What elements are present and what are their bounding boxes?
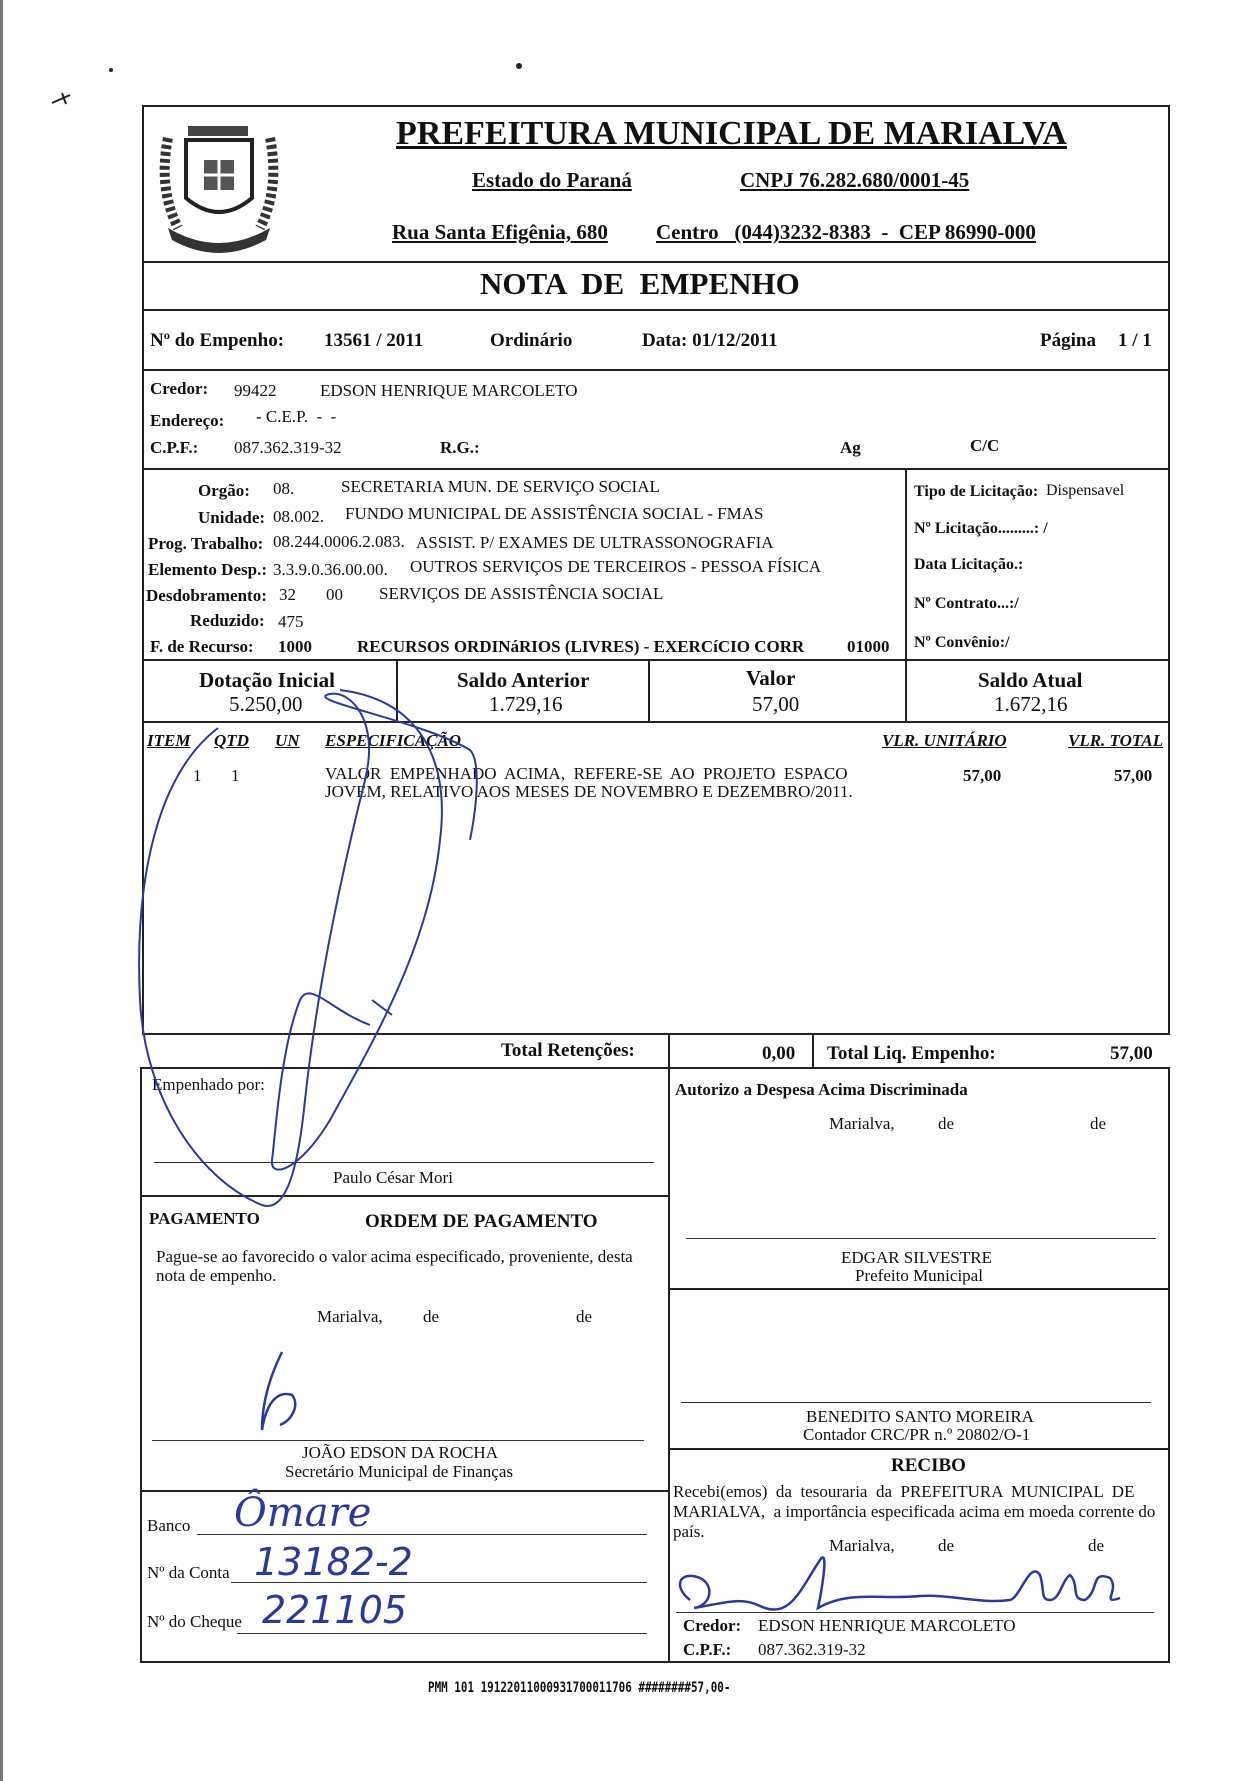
empenho-date: Data: 01/12/2011 (642, 330, 778, 351)
oval-signature-stroke (139, 694, 477, 1206)
conta-handwritten: 13182-2 (254, 1540, 413, 1584)
credor-cep: - C.E.P. - - (256, 407, 337, 426)
address-label: Rua Santa Efigênia, 680 (392, 220, 608, 244)
contador-name: BENEDITO SANTO MOREIRA (806, 1407, 1034, 1426)
dotacao-label: Dotação Inicial (199, 668, 335, 692)
tipo-licitacao-label: Tipo de Licitação: (914, 483, 1039, 500)
elemento-name: OUTROS SERVIÇOS DE TERCEIROS - PESSOA FÍSICA (410, 557, 822, 576)
unidade-code: 08.002. (273, 507, 324, 526)
pagamento-de-1: de (423, 1307, 440, 1326)
ag-label: Ag (840, 438, 861, 457)
col-header-un: UN (275, 731, 300, 750)
autorizo-local: Marialva, (829, 1114, 895, 1133)
total-retencoes-label: Total Retenções: (501, 1040, 635, 1061)
item-especificacao-line-2: JOVEM, RELATIVO AOS MESES DE NOVEMBRO E DEZEMBRO/2011. (325, 782, 853, 801)
desdobramento-name: SERVIÇOS DE ASSISTÊNCIA SOCIAL (379, 584, 664, 603)
total-retencoes-value: 0,00 (762, 1043, 796, 1064)
col-header-item: ITEM (147, 731, 191, 750)
fonte-recurso-label: F. de Recurso: (150, 637, 254, 656)
empenhado-por-label: Empenhado por: (152, 1075, 265, 1094)
saldo-anterior-label: Saldo Anterior (457, 668, 590, 692)
recibo-text-line-3: país. (673, 1522, 705, 1541)
saldo-atual-label: Saldo Atual (978, 668, 1083, 692)
recibo-credor-label: Credor: (683, 1616, 742, 1635)
elemento-code: 3.3.9.0.36.00.00. (273, 560, 388, 579)
saldo-atual-value: 1.672,16 (994, 692, 1068, 716)
cpf-label: C.P.F.: (150, 438, 199, 457)
credor-name: EDSON HENRIQUE MARCOLETO (320, 381, 578, 400)
page-number-label: Página (1040, 330, 1096, 351)
empenhado-por-name: Paulo César Mori (333, 1168, 453, 1187)
state-label: Estado do Paraná (472, 168, 632, 192)
ordem-pagamento-title: ORDEM DE PAGAMENTO (365, 1211, 598, 1232)
dotacao-value: 5.250,00 (229, 692, 303, 716)
autorizo-de-2: de (1090, 1114, 1107, 1133)
fonte-recurso-number: 01000 (847, 637, 890, 656)
conta-label: Nº da Conta (147, 1563, 230, 1582)
cheque-label: Nº do Cheque (147, 1612, 242, 1631)
recibo-signature (680, 1557, 1120, 1609)
item-vlr-total: 57,00 (1114, 766, 1153, 785)
recibo-de-1: de (938, 1536, 955, 1555)
pagamento-label: PAGAMENTO (149, 1209, 260, 1228)
contador-cargo: Contador CRC/PR n.º 20802/O-1 (803, 1425, 1031, 1444)
pagamento-text-line-2: nota de empenho. (156, 1266, 277, 1285)
saldo-anterior-value: 1.729,16 (489, 692, 563, 716)
endereco-label: Endereço: (150, 411, 225, 430)
scan-speck (109, 68, 113, 72)
credor-cpf: 087.362.319-32 (234, 438, 342, 457)
col-header-qtd: QTD (214, 731, 249, 750)
empenho-number: 13561 / 2011 (324, 330, 424, 351)
unidade-label: Unidade: (198, 508, 266, 527)
item-number: 1 (193, 766, 202, 785)
recibo-de-2: de (1088, 1536, 1105, 1555)
recibo-title: RECIBO (891, 1455, 966, 1476)
financas-cargo: Secretário Municipal de Finanças (285, 1462, 514, 1481)
pagamento-local: Marialva, (317, 1307, 383, 1326)
orgao-code: 08. (273, 479, 295, 498)
doc-title: NOTA DE EMPENHO (480, 266, 800, 301)
prefeito-cargo: Prefeito Municipal (855, 1266, 983, 1285)
item-qtd: 1 (231, 766, 240, 785)
autorizo-de-1: de (938, 1114, 955, 1133)
unidade-name: FUNDO MUNICIPAL DE ASSISTÊNCIA SOCIAL - FMAS (345, 504, 764, 523)
pagamento-text-line-1: Pague-se ao favorecido o valor acima especificado, proveniente, desta (156, 1247, 633, 1266)
recibo-cpf-label: C.P.F.: (683, 1640, 732, 1659)
orgao-label: Orgão: (198, 481, 250, 500)
banco-handwritten: Ômare (234, 1490, 372, 1536)
numero-contrato: Nº Contrato...:/ (914, 595, 1019, 612)
footer-code: PMM 101 19122011000931700011706 ########57,00- (428, 1680, 731, 1696)
credor-label: Credor: (150, 379, 209, 398)
valor-value: 57,00 (752, 692, 800, 716)
fonte-recurso-name: RECURSOS ORDINáRIOS (LIVRES) - EXERCíCIO CORR (357, 637, 805, 656)
cc-label: C/C (970, 436, 1000, 455)
numero-licitacao: Nº Licitação.........: / (914, 520, 1048, 537)
reduzido-label: Reduzido: (190, 611, 265, 630)
total-liquido-label: Total Liq. Empenho: (827, 1043, 996, 1064)
pagamento-de-2: de (576, 1307, 593, 1326)
orgao-name: SECRETARIA MUN. DE SERVIÇO SOCIAL (341, 477, 660, 496)
rg-label: R.G.: (440, 438, 480, 457)
recibo-text-line-2: MARIALVA, a importância especificada acima em moeda corrente do (673, 1502, 1156, 1521)
credor-code: 99422 (234, 381, 277, 400)
total-liquido-value: 57,00 (1110, 1043, 1153, 1064)
page-number: 1 / 1 (1118, 330, 1152, 351)
elemento-label: Elemento Desp.: (148, 560, 267, 579)
recibo-cpf: 087.362.319-32 (758, 1640, 866, 1659)
financas-signature (262, 1352, 295, 1430)
autorizo-label: Autorizo a Despesa Acima Discriminada (675, 1080, 968, 1099)
reduzido-value: 475 (278, 612, 304, 631)
page-title: PREFEITURA MUNICIPAL DE MARIALVA (396, 115, 1067, 152)
banco-label: Banco (147, 1516, 191, 1535)
prefeito-name: EDGAR SILVESTRE (841, 1248, 992, 1267)
prog-trabalho-name: ASSIST. P/ EXAMES DE ULTRASSONOGRAFIA (416, 533, 774, 552)
empenho-number-label: Nº do Empenho: (150, 330, 285, 351)
numero-convenio: Nº Convênio:/ (914, 634, 1010, 651)
address-contact-label: Centro (044)3232-8383 - CEP 86990-000 (656, 220, 1036, 244)
tipo-licitacao-value: Dispensavel (1046, 482, 1125, 499)
cnpj-label: CNPJ 76.282.680/0001-45 (740, 168, 970, 192)
recibo-text-line-1: Recebi(emos) da tesouraria da PREFEITURA MUNICIPAL DE (673, 1482, 1135, 1501)
prog-trabalho-label: Prog. Trabalho: (148, 534, 264, 553)
desdobramento-label: Desdobramento: (146, 586, 267, 605)
empenho-type: Ordinário (490, 330, 573, 351)
recibo-credor-name: EDSON HENRIQUE MARCOLETO (758, 1616, 1016, 1635)
col-header-vlr-unitario: VLR. UNITÁRIO (882, 731, 1007, 750)
item-especificacao-line-1: VALOR EMPENHADO ACIMA, REFERE-SE AO PROJETO ESPACO (325, 764, 848, 783)
prog-trabalho-code: 08.244.0006.2.083. (273, 532, 405, 551)
scan-mark (52, 93, 70, 104)
desdobramento-code-1: 32 (279, 585, 296, 604)
fonte-recurso-code: 1000 (278, 637, 312, 656)
recibo-local: Marialva, (829, 1536, 895, 1555)
cheque-handwritten: 221105 (262, 1588, 408, 1632)
item-vlr-unitario: 57,00 (963, 766, 1002, 785)
desdobramento-code-2: 00 (326, 585, 343, 604)
oval-signature-loop (272, 690, 442, 1170)
data-licitacao: Data Licitação.: (914, 556, 1024, 573)
financas-name: JOÃO EDSON DA ROCHA (302, 1443, 498, 1462)
scan-speck (516, 63, 522, 69)
valor-label: Valor (746, 666, 796, 690)
col-header-vlr-total: VLR. TOTAL (1068, 731, 1164, 750)
col-header-especificacao: ESPECIFICAÇÃO (325, 731, 462, 750)
